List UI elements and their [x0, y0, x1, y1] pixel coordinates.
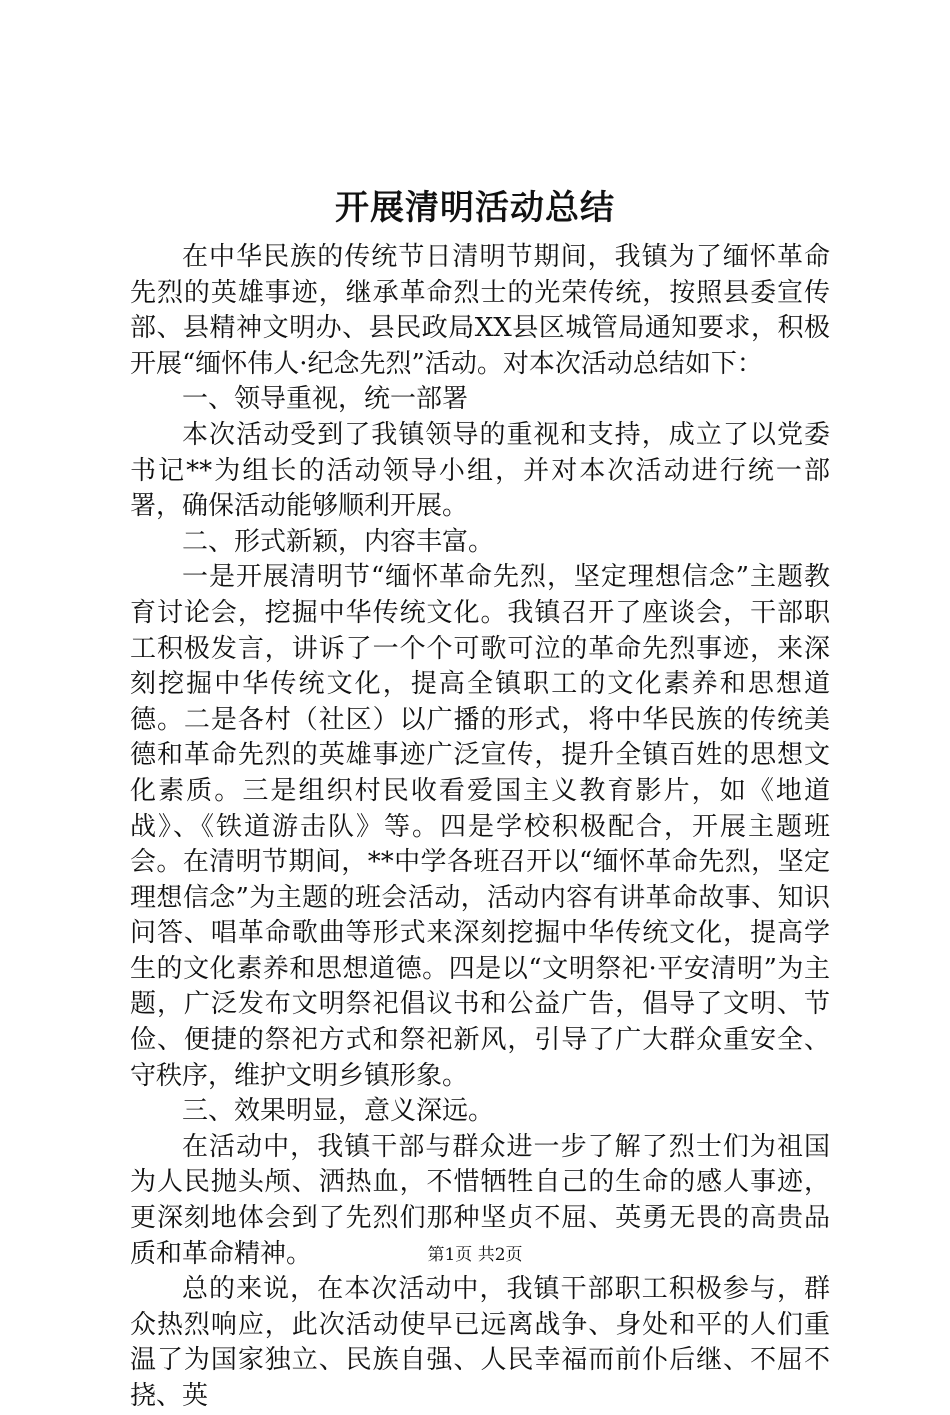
paragraph-activities: 一是开展清明节“缅怀革命先烈，坚定理想信念”主题教育讨论会，挖掘中华传统文化。我镇召开了座谈会，干部职工积极发言，讲诉了一个个可歌可泣的革命先烈事迹，来深刻挖掘中华传统文化，提高全镇职工的文化素养和思想道德。二是各村（社区）以广播的形式，将中华民族的传统美德和革命先烈的英雄事迹广泛宣传，提升全镇百姓的思想文化素质。三是组织村民收看爱国主义教育影片，如《地道战》、《铁道游击队》等。四是学校积极配合，开展主题班会。在清明节期间，**中学各班召开以“缅怀革命先烈，坚定理想信念”为主题的班会活动，活动内容有讲革命故事、知识问答、唱革命歌曲等形式来深刻挖掘中华传统文化，提高学生的文化素养和思想道德。四是以“文明祭祀·平安清明”为主题，广泛发布文明祭祀倡议书和公益广告，倡导了文明、节俭、便捷的祭祀方式和祭祀新风，引导了广大群众重安全、守秩序，维护文明乡镇形象。 [130, 562, 830, 1091]
section-heading-3: 三、效果明显，意义深远。 [182, 1096, 495, 1127]
document-body [130, 240, 830, 1415]
paragraph-leadership: 本次活动受到了我镇领导的重视和支持，成立了以党委书记**为组长的活动领导小组，并对本次活动进行统一部署，确保活动能够顺利开展。 [130, 419, 830, 522]
page-number: 第1页 共2页 [427, 1245, 523, 1265]
paragraph-intro: 在中华民族的传统节日清明节期间，我镇为了缅怀革命先烈的英雄事迹，继承革命烈士的光荣传统，按照县委宣传部、县精神文明办、县民政局XX县区城管局通知要求，积极开展“缅怀伟人·纪念先烈”活动。对本次活动总结如下： [130, 242, 830, 379]
section-heading-1: 一、领导重视，统一部署 [182, 384, 469, 415]
paragraph-effects: 在活动中，我镇干部与群众进一步了解了烈士们为祖国为人民抛头颅、洒热血，不惜牺牲自己的生命的感人事迹，更深刻地体会到了先烈们那种坚贞不屈、英勇无畏的高贵品质和革命精神。 [130, 1131, 830, 1269]
paragraph-conclusion: 总的来说，在本次活动中，我镇干部职工积极参与，群众热烈响应，此次活动使早已远离战争、身处和平的人们重温了为国家独立、民族自强、人民幸福而前仆后继、不屈不挠、英 [130, 1274, 830, 1411]
document-title: 开展清明活动总结 [335, 188, 615, 228]
section-heading-2: 二、形式新颖，内容丰富。 [182, 526, 495, 557]
